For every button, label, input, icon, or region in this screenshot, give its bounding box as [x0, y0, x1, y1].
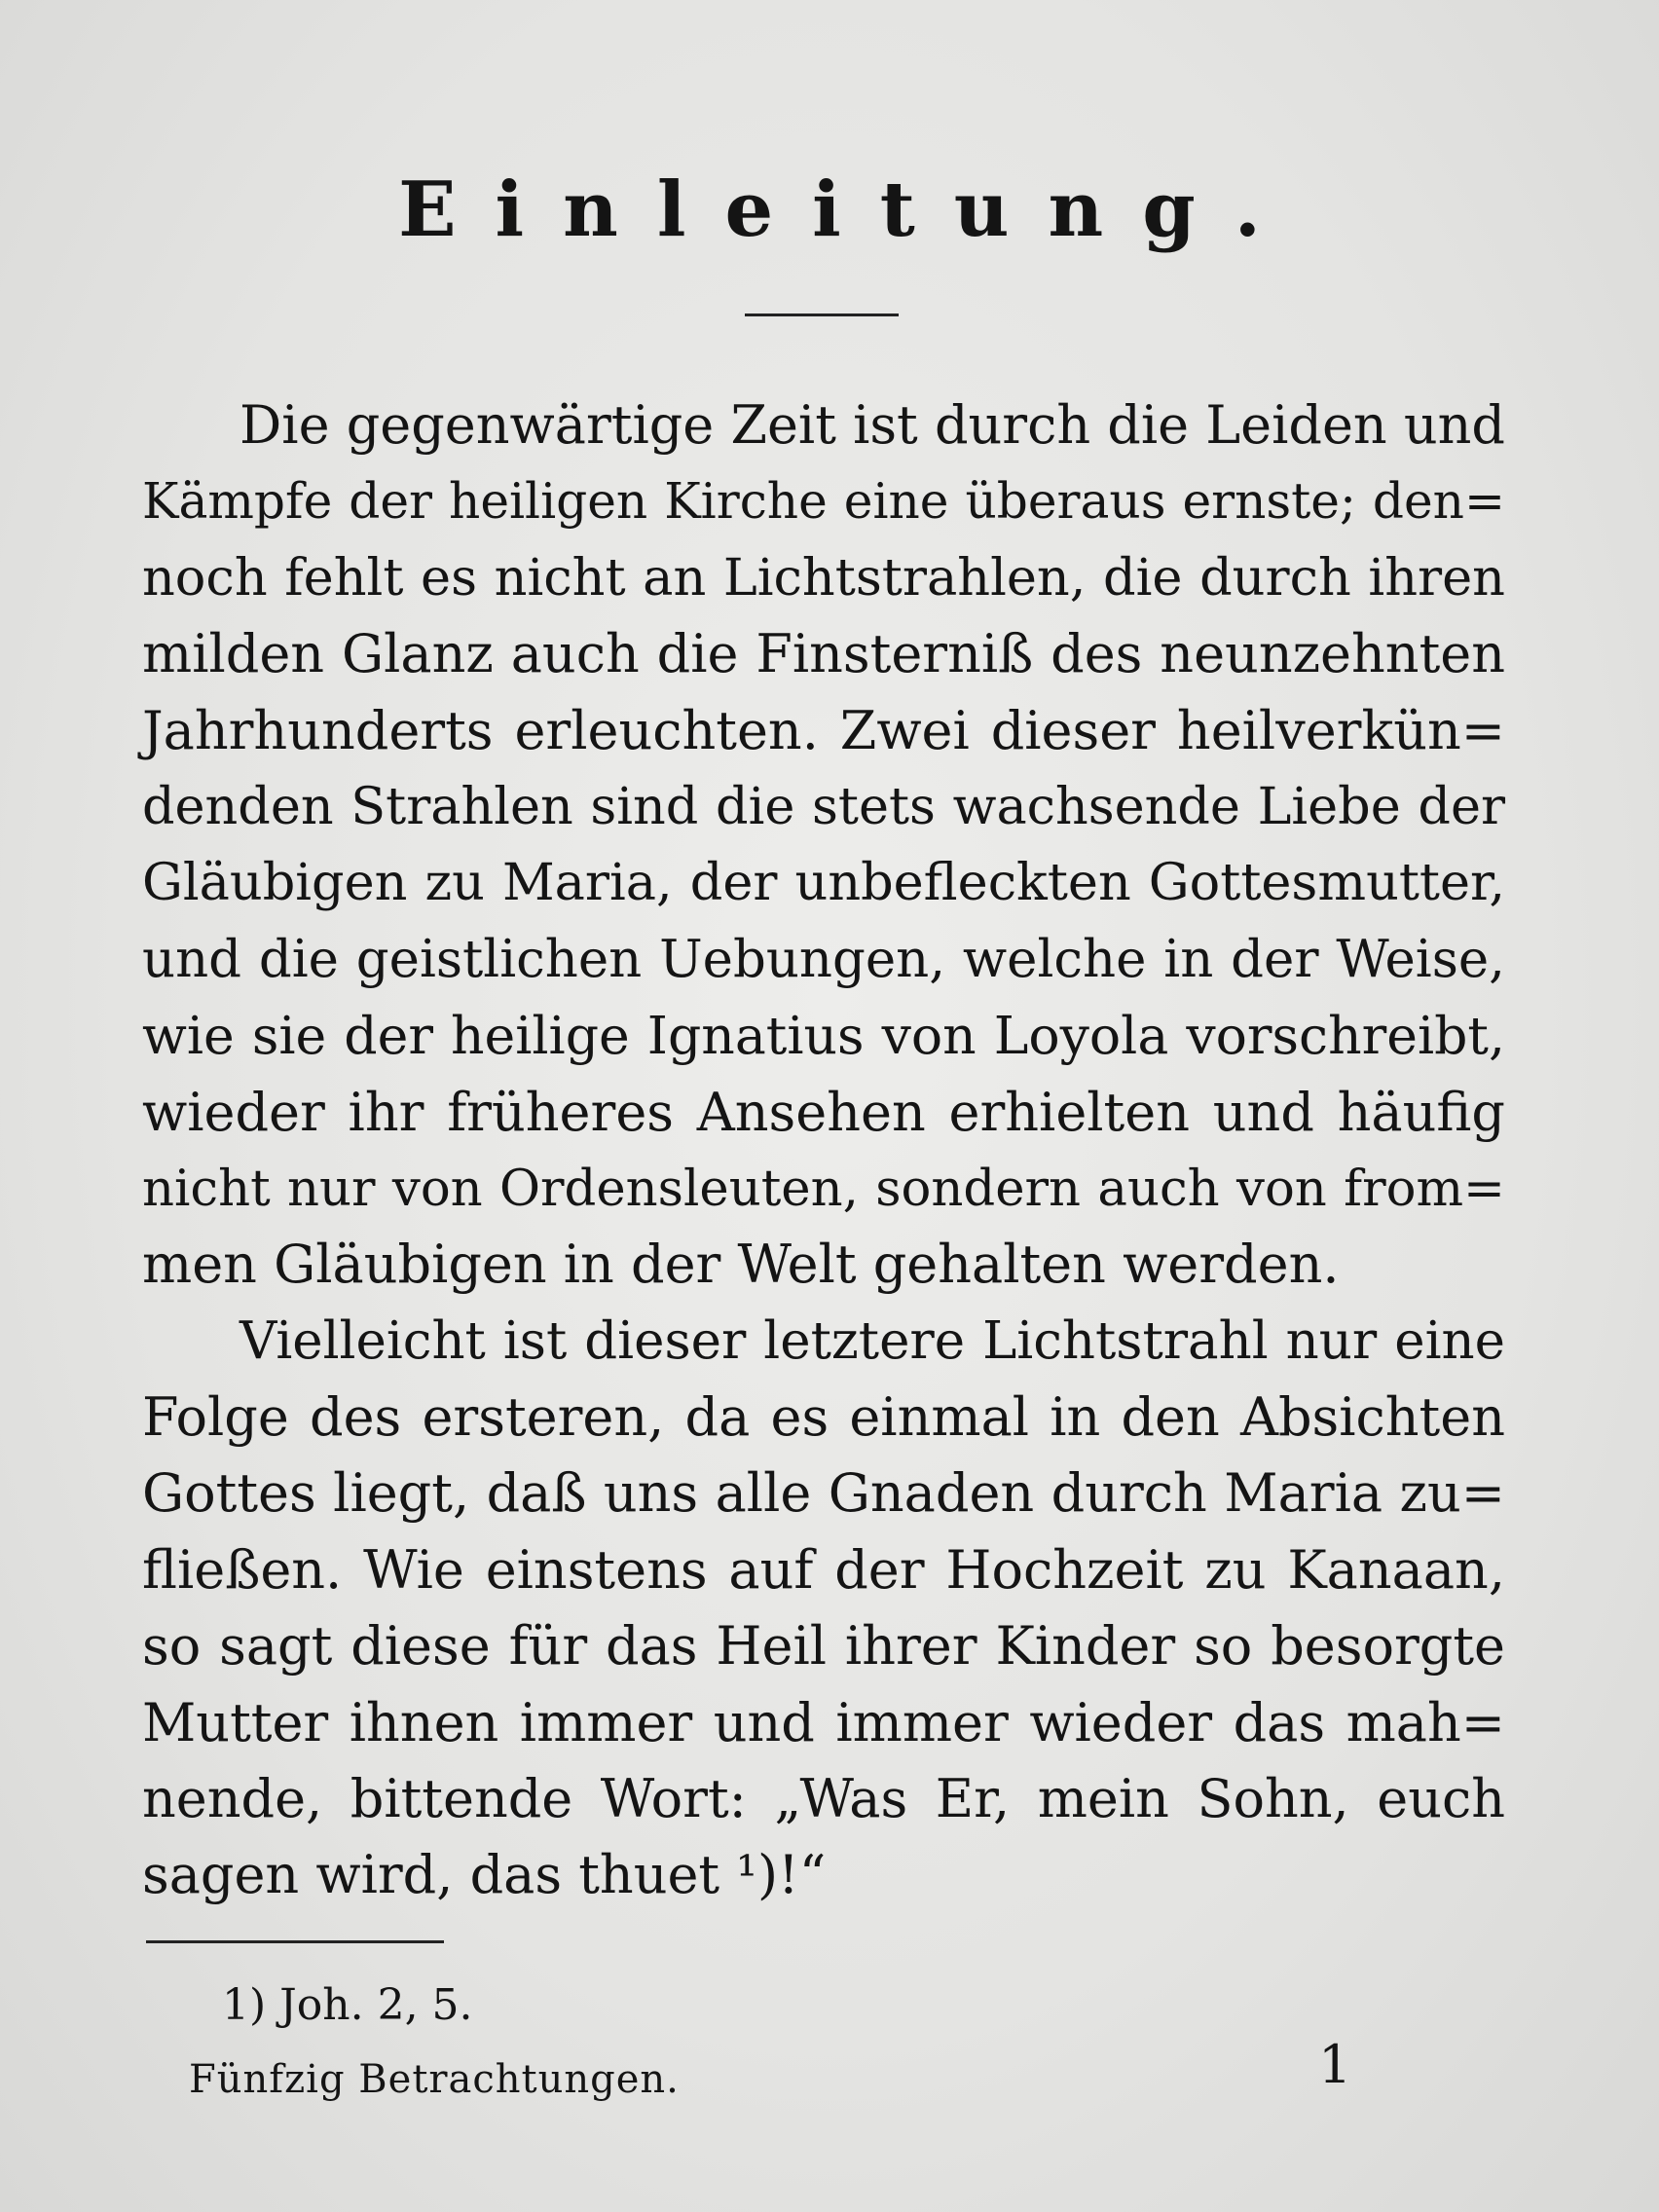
text-line: milden Glanz auch die Finsterniß des neunzehnten: [142, 623, 1505, 685]
paragraph-2: [142, 1304, 1505, 1914]
text-line: wie sie der heilige Ignatius von Loyola vorschreibt,: [142, 1005, 1505, 1067]
paragraph-1: [142, 387, 1505, 1304]
text-line: Kämpfe der heiligen Kirche eine überaus ernste; den=: [142, 472, 1505, 531]
text-line: nende, bittende Wort: „Was Er, mein Sohn, euch: [142, 1768, 1505, 1830]
text-line: Jahrhunderts erleuchten. Zwei dieser heilverkün=: [142, 699, 1505, 761]
text-line: noch fehlt es nicht an Lichtstrahlen, die durch ihren: [142, 547, 1505, 608]
text-line: Gottes liegt, daß uns alle Gnaden durch Maria zu=: [142, 1462, 1505, 1525]
text-line: und die geistlichen Uebungen, welche in der Weise,: [142, 929, 1505, 989]
text-line: Mutter ihnen immer und immer wieder das mah=: [142, 1691, 1505, 1753]
text-line: Vielleicht ist dieser letztere Lichtstrahl nur eine: [240, 1310, 1505, 1371]
text-line: wieder ihr früheres Ansehen erhielten und häufig: [142, 1081, 1505, 1143]
text-line: men Gläubigen in der Welt gehalten werden.: [142, 1234, 1340, 1296]
text-line: Folge des ersteren, da es einmal in den Absichten: [142, 1386, 1505, 1449]
text-line: Gläubigen zu Maria, der unbefleckten Gottesmutter,: [142, 853, 1505, 913]
footnote-divider: [146, 1940, 444, 1943]
text-line: denden Strahlen sind die stets wachsende Liebe der: [142, 776, 1505, 836]
body-text: [142, 387, 1505, 1914]
text-line: sagen wird, das thuet ¹)!“: [142, 1844, 827, 1906]
text-line: nicht nur von Ordensleuten, sondern auch von from=: [142, 1159, 1505, 1218]
text-line: fließen. Wie einstens auf der Hochzeit zu Kanaan,: [142, 1538, 1505, 1601]
footnote: 1) Joh. 2, 5.: [222, 1980, 473, 2030]
signature-mark: Fünfzig Betrachtungen.: [189, 2057, 680, 2102]
heading-divider: [745, 313, 899, 316]
text-line: so sagt diese für das Heil ihrer Kinder so besorgte: [142, 1615, 1505, 1677]
chapter-heading: Einleitung.: [398, 166, 1300, 254]
page-number: 1: [1318, 2034, 1352, 2095]
text-line: Die gegenwärtige Zeit ist durch die Leiden und: [240, 394, 1505, 456]
